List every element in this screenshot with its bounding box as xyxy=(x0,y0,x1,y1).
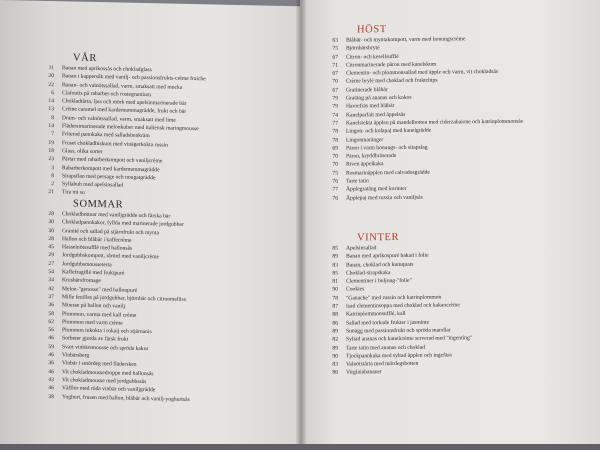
page-number: 30 xyxy=(48,227,54,234)
recipe-title: Havrefräs med blåbär xyxy=(346,103,395,110)
recipe-title: Gratinerade blåbär xyxy=(346,86,388,94)
recipe-title: Sallad med torkade frukter i jasminte xyxy=(346,319,430,327)
page-number: 21 xyxy=(48,189,54,196)
recipe-title: Tjockpannkaka med syltad äpplen och ingefära xyxy=(346,352,452,360)
page-number: 2 xyxy=(51,181,54,188)
recipe-title: Melon-"genosse" med hallonpuré xyxy=(62,285,138,294)
recipe-title: Gratäng på ananas och kokos xyxy=(346,94,412,102)
page-number: 38 xyxy=(48,393,54,400)
page-number: 82 xyxy=(332,336,338,343)
right-page xyxy=(300,0,600,450)
page-number: 27 xyxy=(48,260,54,267)
section-heading: HÖST xyxy=(357,24,387,36)
recipe-title: Kaffefragiflé med fruktpuré xyxy=(62,269,125,277)
page-number: 20 xyxy=(48,73,54,80)
page-number: 88 xyxy=(332,311,338,319)
page-number: 6 xyxy=(51,89,54,97)
recipe-title: Syltad ananas och kanelcrème serverad med "ingenting" xyxy=(346,335,473,343)
recipe-title: Mousse på hallon och vanilj xyxy=(62,302,126,310)
page-number: 89 xyxy=(332,345,338,352)
section-heading: VINTER xyxy=(357,231,400,244)
page-number: 85 xyxy=(332,270,338,277)
recipe-title: Crème caramel med kardemummagrädde, frukt och bär xyxy=(62,106,187,116)
page-number: 63 xyxy=(332,37,338,44)
page-number: 67 xyxy=(332,87,338,94)
recipe-title: Tira mi su xyxy=(62,189,85,197)
page-number: 46 xyxy=(48,335,54,342)
page-number: 46 xyxy=(48,385,54,392)
page-number: 77 xyxy=(332,186,338,194)
recipe-title: Choklad-sirapskaka xyxy=(346,269,391,277)
recipe-title: Banan- och valnötssallad, varm, smaksatt med mocka xyxy=(62,81,183,91)
page-number: 87 xyxy=(332,303,338,310)
page-number: 83 xyxy=(332,361,338,368)
recipe-title: "Ganache" med russin och katrinplommon xyxy=(346,294,442,302)
page-number: 8 xyxy=(51,172,54,179)
page-number: 83 xyxy=(332,262,338,269)
recipe-title: Hallon och blåbär i kaffecrème xyxy=(62,236,132,244)
recipe-title: Plommon inkokta i rokaij och stjärnanis xyxy=(62,327,152,336)
page-number: 89 xyxy=(332,253,338,260)
recipe-title: Banan med aprikospuré bakad i folie xyxy=(346,252,429,260)
page-number: 29 xyxy=(48,252,54,259)
page-number: 45 xyxy=(48,244,54,251)
page-number: 30 xyxy=(48,219,54,226)
recipe-title: Cookies xyxy=(346,286,365,294)
book-gutter xyxy=(296,0,306,450)
page-number: 46 xyxy=(48,352,54,359)
recipe-title: Vit chokladmousse med jordgubbssås xyxy=(62,377,147,386)
recipe-title: Pärtar med rabarberkompott och vaniljcrème xyxy=(62,156,163,165)
index-entry xyxy=(300,191,600,202)
page-number: 76 xyxy=(332,195,338,202)
recipe-title: Chokladbottnar med vaniljgrädde och färska bär xyxy=(62,211,171,220)
recipe-title: Våfflor med röda vinbär och vaniljgrädde xyxy=(62,385,156,394)
recipe-title: Citronmarinerade päron med kanelskum xyxy=(346,61,437,69)
recipe-title: Clafoutis på rabarber och rostegrantium xyxy=(62,90,152,99)
page-number: 7 xyxy=(51,131,54,138)
page-number: 78 xyxy=(332,137,338,144)
section-winter xyxy=(300,229,600,378)
page-number: 11 xyxy=(48,65,54,72)
page-number: 58 xyxy=(48,310,54,317)
recipe-title: Crème brylé med choklad och fruktchips xyxy=(346,78,438,86)
recipe-title: Plommon, varma med kall crème xyxy=(62,310,137,319)
index-entry xyxy=(300,366,600,377)
page-number: 79 xyxy=(332,103,338,111)
page-number: 86 xyxy=(332,320,338,327)
page-number: 78 xyxy=(332,128,338,135)
recipe-title: Äpplegratäng med korinter xyxy=(346,186,407,193)
recipe-title: Dram- och valnötssallad, varm, smaksatt med lime xyxy=(62,115,176,124)
page-number: 22 xyxy=(48,81,54,88)
page-number: 75 xyxy=(332,45,338,52)
section-autumn xyxy=(300,21,600,203)
recipe-title: Banan, choklad och kumquats xyxy=(346,261,414,269)
recipe-title: Vinbär i smördeg med flädersken xyxy=(62,360,137,369)
recipe-title: Krusbärsfromage xyxy=(62,277,101,285)
recipe-title: Kanelparfait med äppelsås xyxy=(346,111,406,119)
recipe-title: Clementiner i buljong-"folie" xyxy=(346,278,412,285)
page-number: 28 xyxy=(48,235,54,243)
recipe-title: Valnötstårta med mördegsbotten xyxy=(346,360,419,368)
section-summer xyxy=(0,196,300,406)
recipe-title: Snöägg med passionsfrukt och spröda mandlar xyxy=(346,327,451,335)
recipe-title: Chokladtårta, ljus och mörk med apelsinmarinerade bär xyxy=(62,98,187,108)
recipe-title: Banan med aprikossås och chokladglass xyxy=(62,65,152,74)
section-heading: VÅR xyxy=(73,52,97,65)
recipe-title: Hasselnötssufflé med hallonsås xyxy=(62,244,133,252)
page-number: 74 xyxy=(332,112,338,119)
recipe-title: Yoghurt, frusen med hallon, blåbär och vanilj-yoghurtsås xyxy=(62,393,190,403)
recipe-title: Fruset chokladhiskum med vinägerkokta russin xyxy=(62,139,168,149)
recipe-title: Blåbär- och myntakompott, varm med honungscrème xyxy=(346,36,466,44)
page-number: 76 xyxy=(332,178,338,185)
page-number: 18 xyxy=(48,147,54,155)
recipe-title: Jordgubbsmousseterta xyxy=(62,261,112,269)
page-number: 86 xyxy=(332,370,338,377)
recipe-title: Vit chokladmoussedroppe med hallonsås xyxy=(62,368,154,377)
recipe-title: Rabarberkompott med kardemummagrädde xyxy=(62,164,160,173)
page-number: 19 xyxy=(48,139,54,146)
page-number: 43 xyxy=(48,376,54,384)
recipe-title: Sorbeter gjorda av färsk frukt xyxy=(62,335,129,344)
recipe-title: Päron, kryddbräserade xyxy=(346,153,397,160)
recipe-title: Friterad pannkaka med salladsbenkräm xyxy=(62,131,150,140)
recipe-title: Äpplepaj med russin och vaniljsås xyxy=(346,194,423,202)
recipe-title: Tarte tatin med ananas och choklad xyxy=(346,344,425,352)
page-number: 34 xyxy=(48,277,54,284)
recipe-title: Syllabub med apelsinsallad xyxy=(62,181,124,189)
page-number: 62 xyxy=(48,318,54,325)
recipe-title: Kanelstekta äpplen på mandelbotten med ciderzabaione och katrinplommonsås xyxy=(346,118,523,127)
recipe-title: Tarte tatin xyxy=(346,178,369,185)
recipe-title: Apelsinsallad xyxy=(346,245,377,252)
page-number: 71 xyxy=(332,62,338,69)
recipe-title: Svart vinbärsmousse och spröda kakor xyxy=(62,344,149,352)
page-number: 46 xyxy=(48,368,54,375)
page-number: 3 xyxy=(51,164,54,171)
recipe-title: Mille feuilles på jordgubbar, björnbär och citronmelliss xyxy=(62,294,186,303)
section-spring xyxy=(0,50,300,202)
recipe-title: Granité och sallad på stjärnfrukt och mynta xyxy=(62,227,159,236)
page-number: 42 xyxy=(48,285,54,292)
recipe-title: Virginiabananer xyxy=(346,369,382,376)
page-number: 69 xyxy=(332,145,338,152)
recipe-title: Chokladpannkakor, fyllda med marinerade jordgubbar xyxy=(62,219,184,229)
recipe-title: Vinbärsberg xyxy=(62,352,90,359)
page-number: 56 xyxy=(48,327,54,334)
page-number: 14 xyxy=(48,123,54,130)
page-number: 37 xyxy=(48,293,54,301)
page-number: 36 xyxy=(48,360,54,367)
page-number: 90 xyxy=(332,353,338,360)
recipe-title: Lingonmaränger xyxy=(346,136,384,144)
page-number: 36 xyxy=(48,302,54,309)
recipe-title: Sirapsflan med persage och nougatgrädde xyxy=(62,173,156,182)
page-number: 85 xyxy=(332,245,338,252)
page-number: 13 xyxy=(48,106,54,113)
recipe-title: Björnbärsbryté xyxy=(346,45,380,52)
recipe-title: Fläderstmarinerade melonkuber med italiensk maringmousse xyxy=(62,123,199,133)
page-number: 89 xyxy=(332,328,338,335)
recipe-title: Plommon med varm crème xyxy=(62,319,123,327)
page-number: 77 xyxy=(332,120,338,127)
section-heading: SOMMAR xyxy=(73,198,124,211)
page-number: 67 xyxy=(332,70,338,77)
page-number: 75 xyxy=(332,170,338,177)
recipe-title: Citron- och kesellsufflé xyxy=(346,53,399,61)
page-number: 54 xyxy=(48,269,54,276)
recipe-title: Rosmarinäpplen med calvadosgrädde xyxy=(346,169,430,177)
page-number: 81 xyxy=(332,278,338,285)
page-number: 79 xyxy=(332,95,338,102)
page-number: 14 xyxy=(48,98,54,105)
page-number: 59 xyxy=(48,343,54,350)
recipe-title: Päron i varm honungs- och sitapslag xyxy=(346,144,428,152)
page-number: 90 xyxy=(332,287,338,294)
page-number: 78 xyxy=(332,295,338,302)
page-number: 70 xyxy=(332,153,338,160)
recipe-title: Banan i kappersåk med vanilj- och passionsfrukts-crème fraiche xyxy=(62,73,206,83)
recipe-title: Katrinplommonsufflé, kall xyxy=(346,311,406,318)
page-number: 28 xyxy=(48,211,54,218)
recipe-title: Jordgubbskompott, rårörd med vaniljcrème xyxy=(62,252,159,261)
table-surface xyxy=(0,444,600,450)
page-number: 23 xyxy=(48,156,54,163)
page-number: 8 xyxy=(51,114,54,121)
page-number: 67 xyxy=(332,54,338,61)
recipe-title: Clementin- och plommonsallad med äpple och varm, vit chokladsås xyxy=(346,69,499,77)
recipe-title: Lingon- och kolapaj med kanelgrädde xyxy=(346,127,432,135)
recipe-title: Riven äppelkaka xyxy=(346,161,384,168)
page-number: 70 xyxy=(332,162,338,169)
recipe-title: Glass, olika sorter xyxy=(62,148,103,156)
page-number: 70 xyxy=(332,79,338,86)
recipe-title: Isad clementinsoppa med choklad och kakaocrème xyxy=(346,302,460,310)
